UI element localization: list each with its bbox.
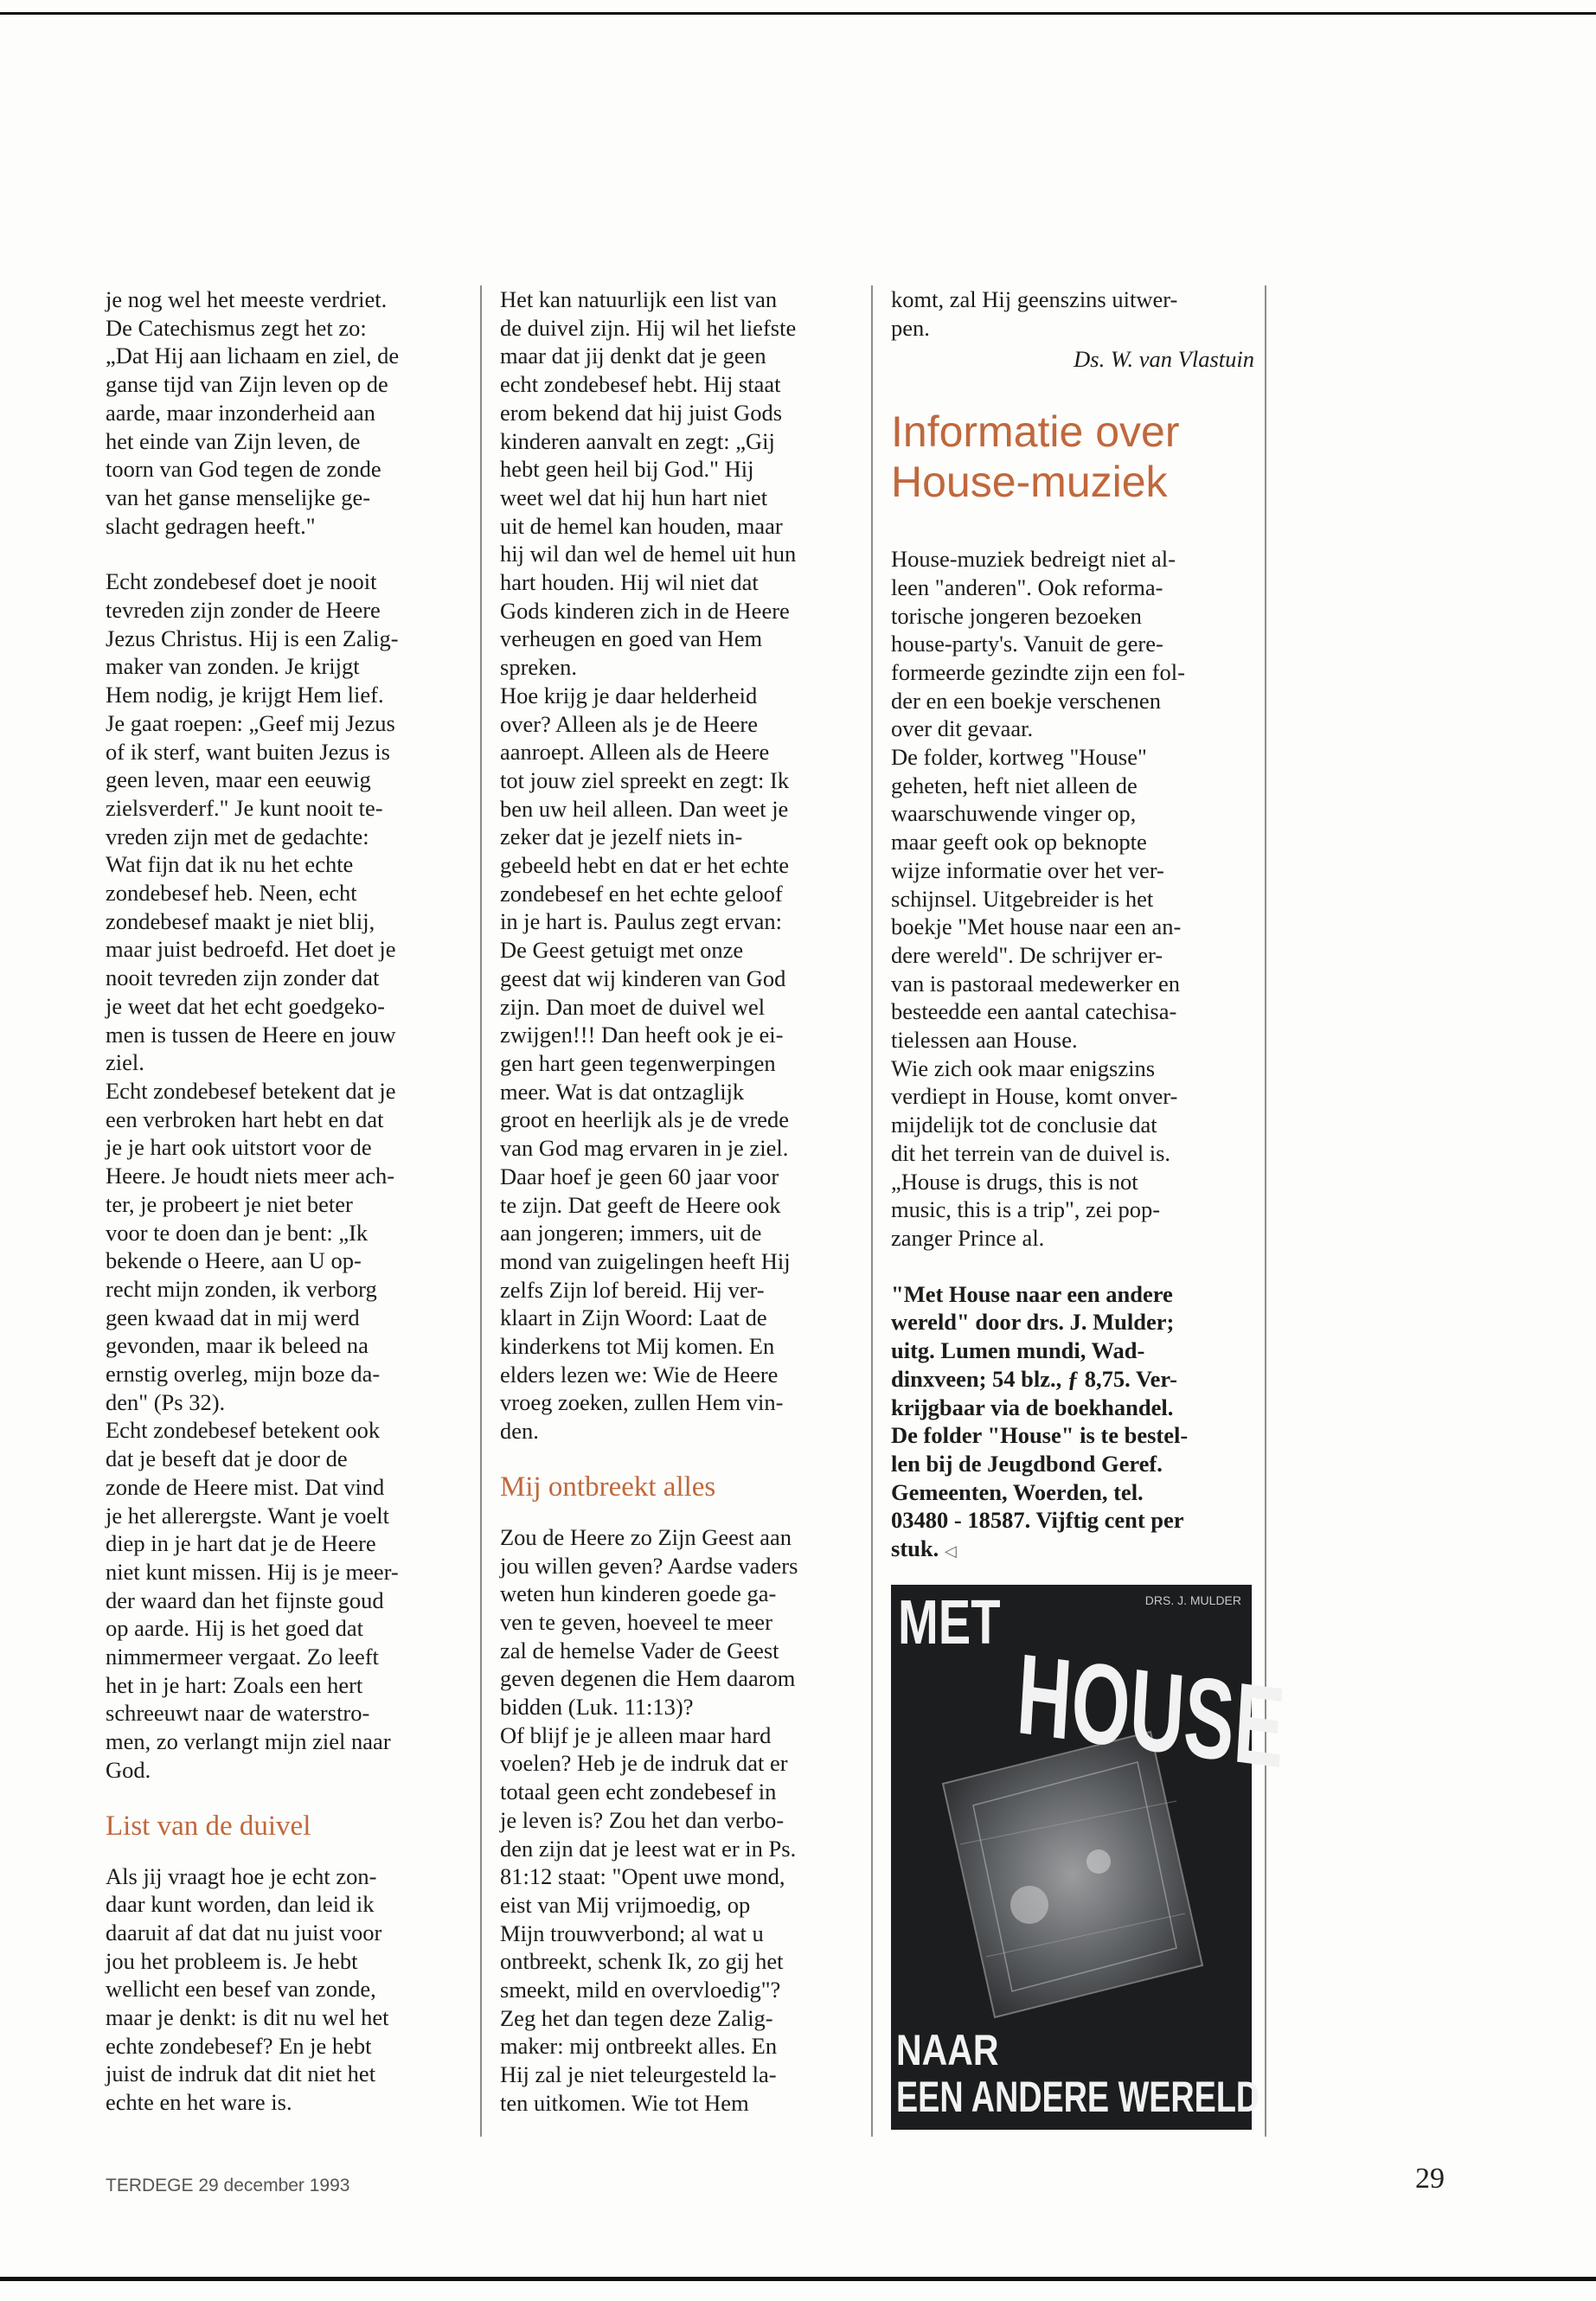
col2-paragraph-2: Zou de Heere zo Zijn Geest aan jou willen geven? Aardse vaders weten hun kinderen goede ga- ven te geven, hoeveel te meer zal de hemelse Vader de Geest geven degenen die Hem daarom bidden (Luk. 11:13)? Of blijf je je alleen maar hard voelen? Heb je de indruk dat er totaal geen echt zondebesef in je leven is? Zou het dan verbo- den zijn dat je leest wat er in Ps. 81:12 staat: "Opent uwe mond, eist van Mij vrijmoedig, op Mijn trouwverbond; al wat u ontbreekt, schenk Ik, zo gij het smeekt, mild en overvloedig"? Zeg het dan tegen deze Zalig- maker: mij ontbreekt alles. En Hij zal je niet teleurgesteld la- ten uitkomen. Wie tot Hem (500, 1523, 798, 2116)
col1-paragraph-1: je nog wel het meeste verdriet. De Catechismus zegt het zo: „Dat Hij aan lichaam en ziel, de ganse tijd van Zijn leven op de aarde, maar inzonderheid aan het einde van Zijn leven, de toorn van God tegen de zonde van het ganse menselijke ge- slacht gedragen heeft." (106, 286, 400, 539)
end-mark-icon: ◁ (944, 1542, 957, 1561)
bottom-border (0, 2277, 1596, 2281)
cover-word-naar: NAAR (896, 2026, 999, 2074)
cover-word-house: HOUSE (1014, 1630, 1289, 1792)
col3-paragraph-1: komt, zal Hij geenszins uitwer- pen. (891, 286, 1178, 341)
heading-list-van-de-duivel: List van de duivel (106, 1810, 311, 1842)
cover-word-een-andere-wereld: EEN ANDERE WERELD (896, 2073, 1260, 2121)
book-info-text: "Met House naar een andere wereld" door drs. J. Mulder; uitg. Lumen mundi, Wad- dinxveen; 54 blz., ƒ 8,75. Ver- krijgbaar via de boekhandel. De folder "House" is te bestel- len bij de Jeugdbond Geref. Gemeenten, Woerden, tel. 03480 - 18587. Vijftig cent per stuk. (891, 1280, 1189, 1562)
column-divider-2 (871, 285, 873, 2137)
sidebar-right-border (1265, 285, 1266, 2137)
cover-author: DRS. J. MULDER (1144, 1593, 1241, 1607)
box-title-house-muziek: Informatie over House-muziek (891, 407, 1180, 507)
column-divider-1 (480, 285, 482, 2137)
book-info (891, 1280, 1254, 1566)
book-cover-image (891, 1585, 1289, 2130)
column-2 (500, 285, 855, 2118)
page-number: 29 (1415, 2163, 1445, 2195)
col1-paragraph-2: Echt zondebesef doet je nooit tevreden zijn zonder de Heere Jezus Christus. Hij is een Zalig- maker van zonden. Je krijgt Hem nodig, je krijgt Hem lief. Je gaat roepen: „Geef mij Jezus of ik sterf, want buiten Jezus is geen leven, maar een eeuwig zielsverderf." Je kunt nooit te- vreden zijn met de gedachte: Wat fijn dat ik nu het echte zondebesef heb. Neen, echt zondebesef maakt je niet blij, maar juist bedroefd. Het doet je nooit tevreden zijn zonder dat je weet dat het echt goedgeko- men is tussen de Heere en jouw ziel. Echt zondebesef betekent dat je een verbroken hart hebt en dat je je hart ook uitstort voor de Heere. Je houdt niets meer ach- ter, je probeert je niet beter voor te doen dan je bent: „Ik bekende o Heere, aan U op- recht mijn zonden, ik verborg geen kwaad dat in mij werd gevonden, maar ik beleed na ernstig overleg, mijn boze da- den" (Ps 32). Echt zondebesef betekent ook dat je beseft dat je door de zonde de Heere mist. Dat vind je het allerergste. Want je voelt diep in je hart dat je de Heere niet kunt missen. Hij is je meer- der waard dan het fijnste goud op aarde. Hij is het goed dat nimmermeer vergaat. Zo leeft het in je hart: Zoals een hert schreeuwt naar de waterstro- men, zo verlangt mijn ziel naar God. (106, 568, 399, 1783)
top-border (0, 12, 1596, 15)
column-1 (106, 285, 458, 2117)
heading-mij-ontbreekt-alles: Mij ontbreekt alles (500, 1471, 716, 1503)
col2-paragraph-1: Het kan natuurlijk een list van de duivel zijn. Hij wil het liefste maar dat jij denkt dat je geen echt zondebesef hebt. Hij staat erom bekend dat hij juist Gods kinderen aanvalt en zegt: „Gij hebt geen heil bij God." Hij weet wel dat hij hun hart niet uit de hemel kan houden, maar hij wil dan wel de hemel uit hun hart houden. Hij wil niet dat Gods kinderen zich in de Heere verheugen en goed van Hem spreken. Hoe krijg je daar helderheid over? Alleen als je de Heere aanroept. Alleen als de Heere tot jouw ziel spreekt en zegt: Ik ben uw heil alleen. Dan weet je zeker dat je jezelf niets in- gebeeld hebt en dat er het echte zondebesef en het echte geloof in je hart is. Paulus zegt ervan: De Geest getuigt met onze geest dat wij kinderen van God zijn. Dan moet de duivel wel zwijgen!!! Dan heeft ook je ei- gen hart geen tegenwerpingen meer. Wat is dat ontzaglijk groot en heerlijk als je de vrede van God mag ervaren in je ziel. Daar hoef je geen 60 jaar voor te zijn. Dat geeft de Heere ook aan jongeren; immers, uit de mond van zuigelingen heeft Hij zelfs Zijn lof bereid. Hij ver- klaart in Zijn Woord: Laat de kinderkens tot Mij komen. En elders lezen we: Wie de Heere vroeg zoeken, zullen Hem vin- den. (500, 286, 797, 1445)
col3-paragraph-2: House-muziek bedreigt niet al- leen "anderen". Ook reforma- torische jongeren bezoeken house-party's. Vanuit de gere- formeerde gezindte zijn een fol- der en een boekje verschenen over dit gevaar. De folder, kortweg "House" geheten, heft niet alleen de waarschuwende vinger op, maar geeft ook op beknopte wijze informatie over het ver- schijnsel. Uitgebreider is het boekje "Met house naar een an- dere wereld". De schrijver er- van is pastoraal medewerker en besteedde een aantal catechisa- tielessen aan House. Wie zich ook maar enigszins verdiept in House, komt onver- mijdelijk tot de conclusie dat dit het terrein van de duivel is. „House is drugs, this is not music, this is a trip", zei pop- zanger Prince al. (891, 546, 1185, 1251)
cover-word-met: MET (898, 1588, 1001, 1657)
author-signature: Ds. W. van Vlastuin (1074, 346, 1254, 373)
col1-paragraph-3: Als jij vraagt hoe je echt zon- daar kunt worden, dan leid ik daaruit af dat dat nu juist voor jou het probleem is. Je hebt wellicht een besef van zonde, maar je denkt: is dit nu wel het echte zondebesef? En je hebt juist de indruk dat dit niet het echte en het ware is. (106, 1862, 389, 2116)
footer-publication: TERDEGE 29 december 1993 (106, 2176, 350, 2195)
column-3 (891, 285, 1254, 1566)
